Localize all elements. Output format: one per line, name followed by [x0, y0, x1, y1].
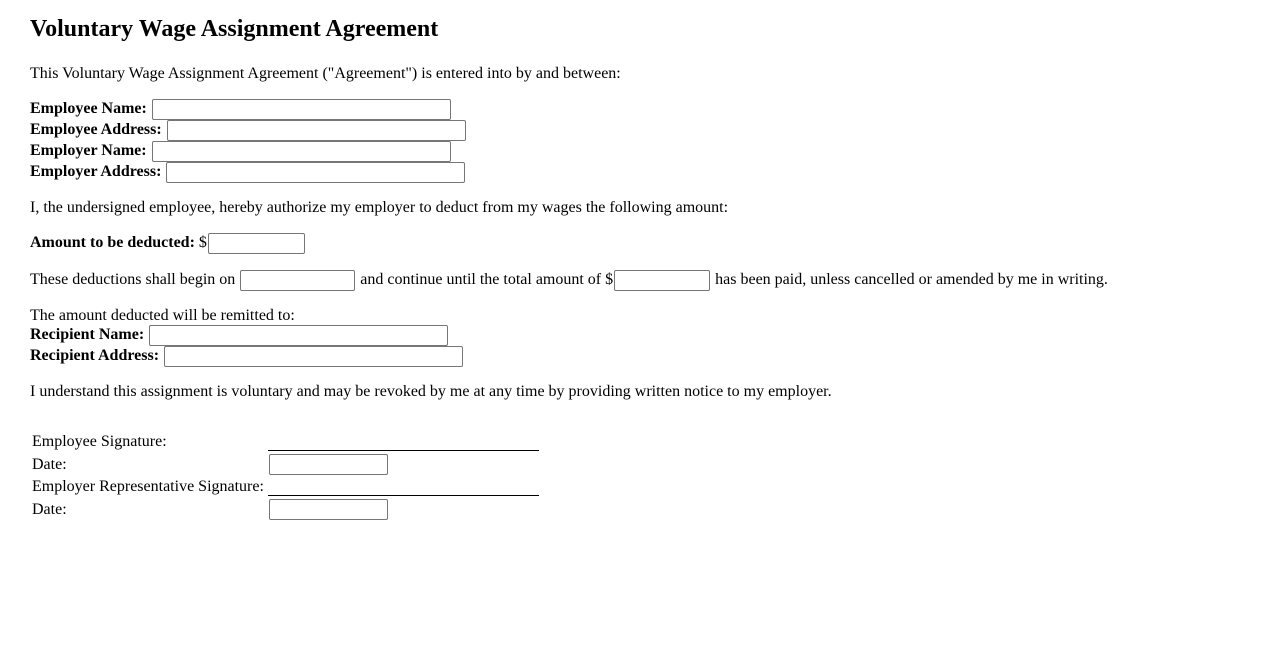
deductions-sentence: [30, 270, 1248, 291]
employee-date-input[interactable]: [269, 454, 388, 475]
voluntary-paragraph: I understand this assignment is voluntary and may be revoked by me at any time by providing written notice to my employer.: [30, 383, 832, 400]
employer-address-input[interactable]: [166, 162, 465, 183]
recipient-name-label: Recipient Name:: [30, 326, 145, 344]
remittance-section: [30, 307, 1248, 367]
employer-name-input[interactable]: [152, 141, 451, 162]
intro-paragraph: This Voluntary Wage Assignment Agreement ("Agreement") is entered into by and between:: [30, 65, 621, 82]
employee-name-label: Employee Name:: [30, 100, 147, 118]
begin-date-input[interactable]: [240, 270, 355, 291]
employer-date-input[interactable]: [269, 499, 388, 520]
total-amount-input[interactable]: [614, 270, 710, 291]
employee-address-input[interactable]: [167, 120, 466, 141]
recipient-address-input[interactable]: [164, 346, 463, 367]
recipient-name-input[interactable]: [149, 325, 448, 346]
amount-input[interactable]: [208, 233, 305, 254]
employer-date-label: Date:: [32, 500, 67, 518]
employer-address-label: Employer Address:: [30, 163, 162, 181]
employer-signature-label: Employer Representative Signature:: [32, 478, 264, 495]
deductions-between-text: and continue until the total amount of $: [360, 271, 614, 289]
employer-signature-line[interactable]: [268, 479, 539, 496]
authorization-paragraph: I, the undersigned employee, hereby authorize my employer to deduct from my wages the following amount:: [30, 199, 729, 216]
employee-signature-label: Employee Signature:: [32, 433, 167, 450]
employer-name-label: Employer Name:: [30, 142, 147, 160]
employee-signature-line[interactable]: [268, 434, 539, 451]
employee-date-label: Date:: [32, 455, 67, 473]
employee-name-input[interactable]: [152, 99, 451, 120]
employee-address-label: Employee Address:: [30, 121, 162, 139]
agreement-document: [30, 16, 1248, 520]
recipient-address-label: Recipient Address:: [30, 347, 160, 365]
currency-symbol: $: [198, 234, 207, 252]
deductions-before-date-text: These deductions shall begin on: [30, 271, 236, 289]
amount-row: [30, 233, 1248, 254]
deductions-after-amount-text: has been paid, unless cancelled or amended by me in writing.: [715, 271, 1108, 289]
page-title: Voluntary Wage Assignment Agreement: [30, 16, 439, 42]
amount-label: Amount to be deducted:: [30, 234, 195, 252]
signature-section: [30, 433, 1248, 520]
remit-intro-text: The amount deducted will be remitted to:: [30, 307, 295, 324]
parties-section: [30, 99, 1248, 183]
